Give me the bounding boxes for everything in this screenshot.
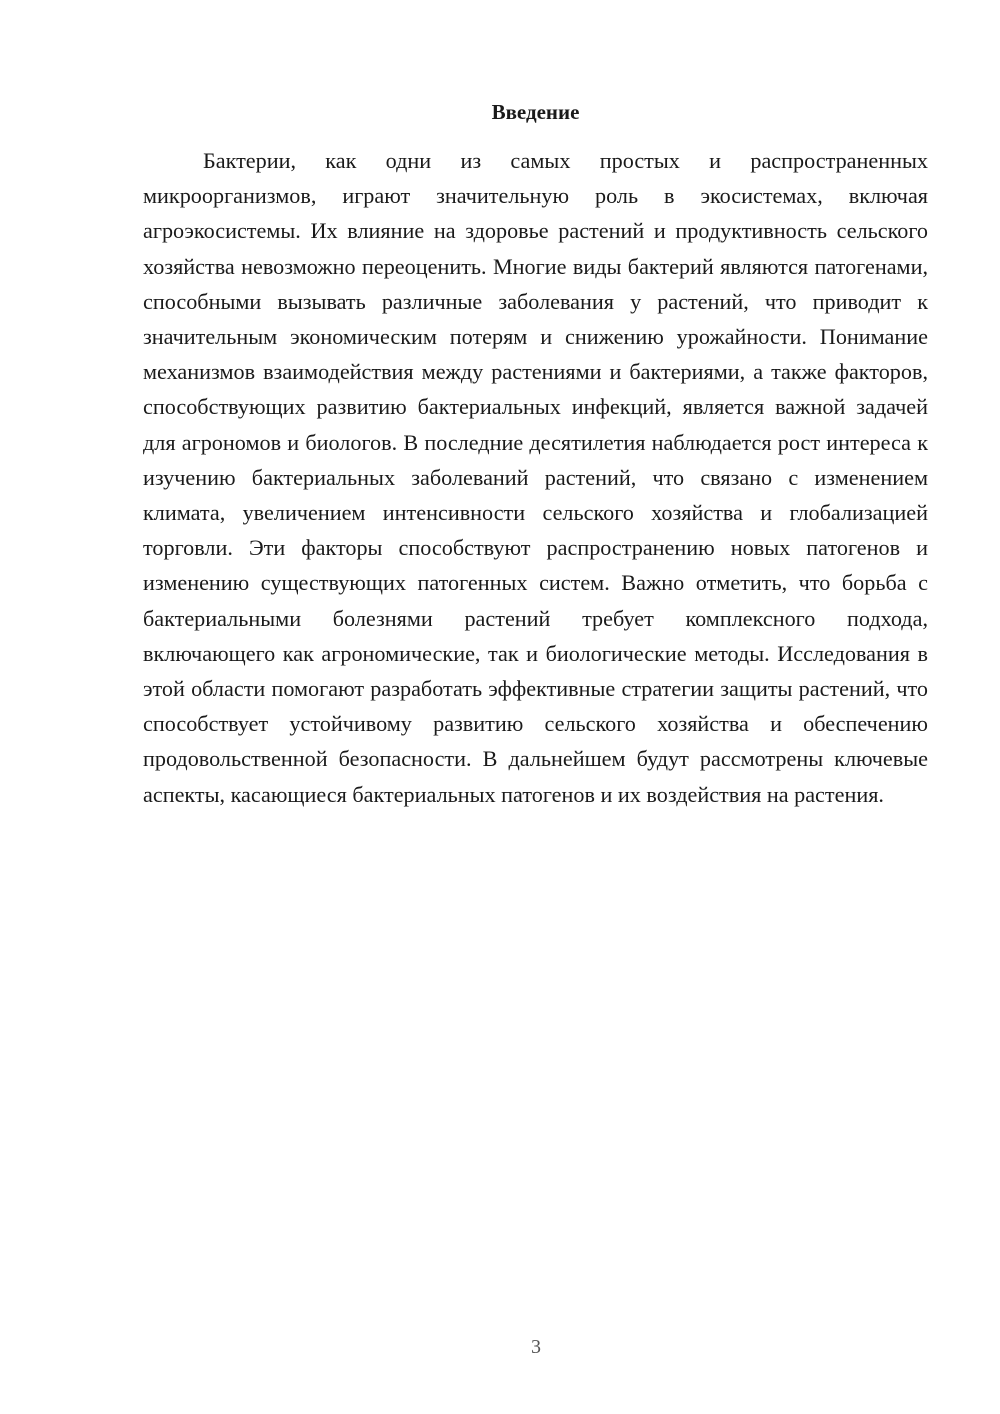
page-number: 3	[531, 1336, 541, 1358]
section-heading: Введение	[491, 100, 580, 124]
body-paragraph: Бактерии, как одни из самых простых и распространенных микроорганизмов, играют значительную роль в экосистемах, включая агроэкосистемы. Их влияние на здоровье растений и продуктивность сельского хозяйства невозможно переоценить. Многие виды бактерий являются патогенами, способными вызывать различные заболевания у растений, что приводит к значительным экономическим потерям и снижению урожайности. Понимание механизмов взаимодействия между растениями и бактериями, а также факторов, способствующих развитию бактериальных инфекций, является важной задачей для агрономов и биологов. В последние десятилетия наблюдается рост интереса к изучению бактериальных заболеваний растений, что связано с изменением климата, увеличением интенсивности сельского хозяйства и глобализацией торговли. Эти факторы способствуют распространению новых патогенов и изменению существующих патогенных систем. Важно отметить, что борьба с бактериальными болезнями растений требует комплексного подхода, включающего как агрономические, так и биологические методы. Исследования в этой области помогают разработать эффективные стратегии защиты растений, что способствует устойчивому развитию сельского хозяйства и обеспечению продовольственной безопасности. В дальнейшем будут рассмотрены ключевые аспекты, касающиеся бактериальных патогенов и их воздействия на растения.	[143, 148, 928, 807]
